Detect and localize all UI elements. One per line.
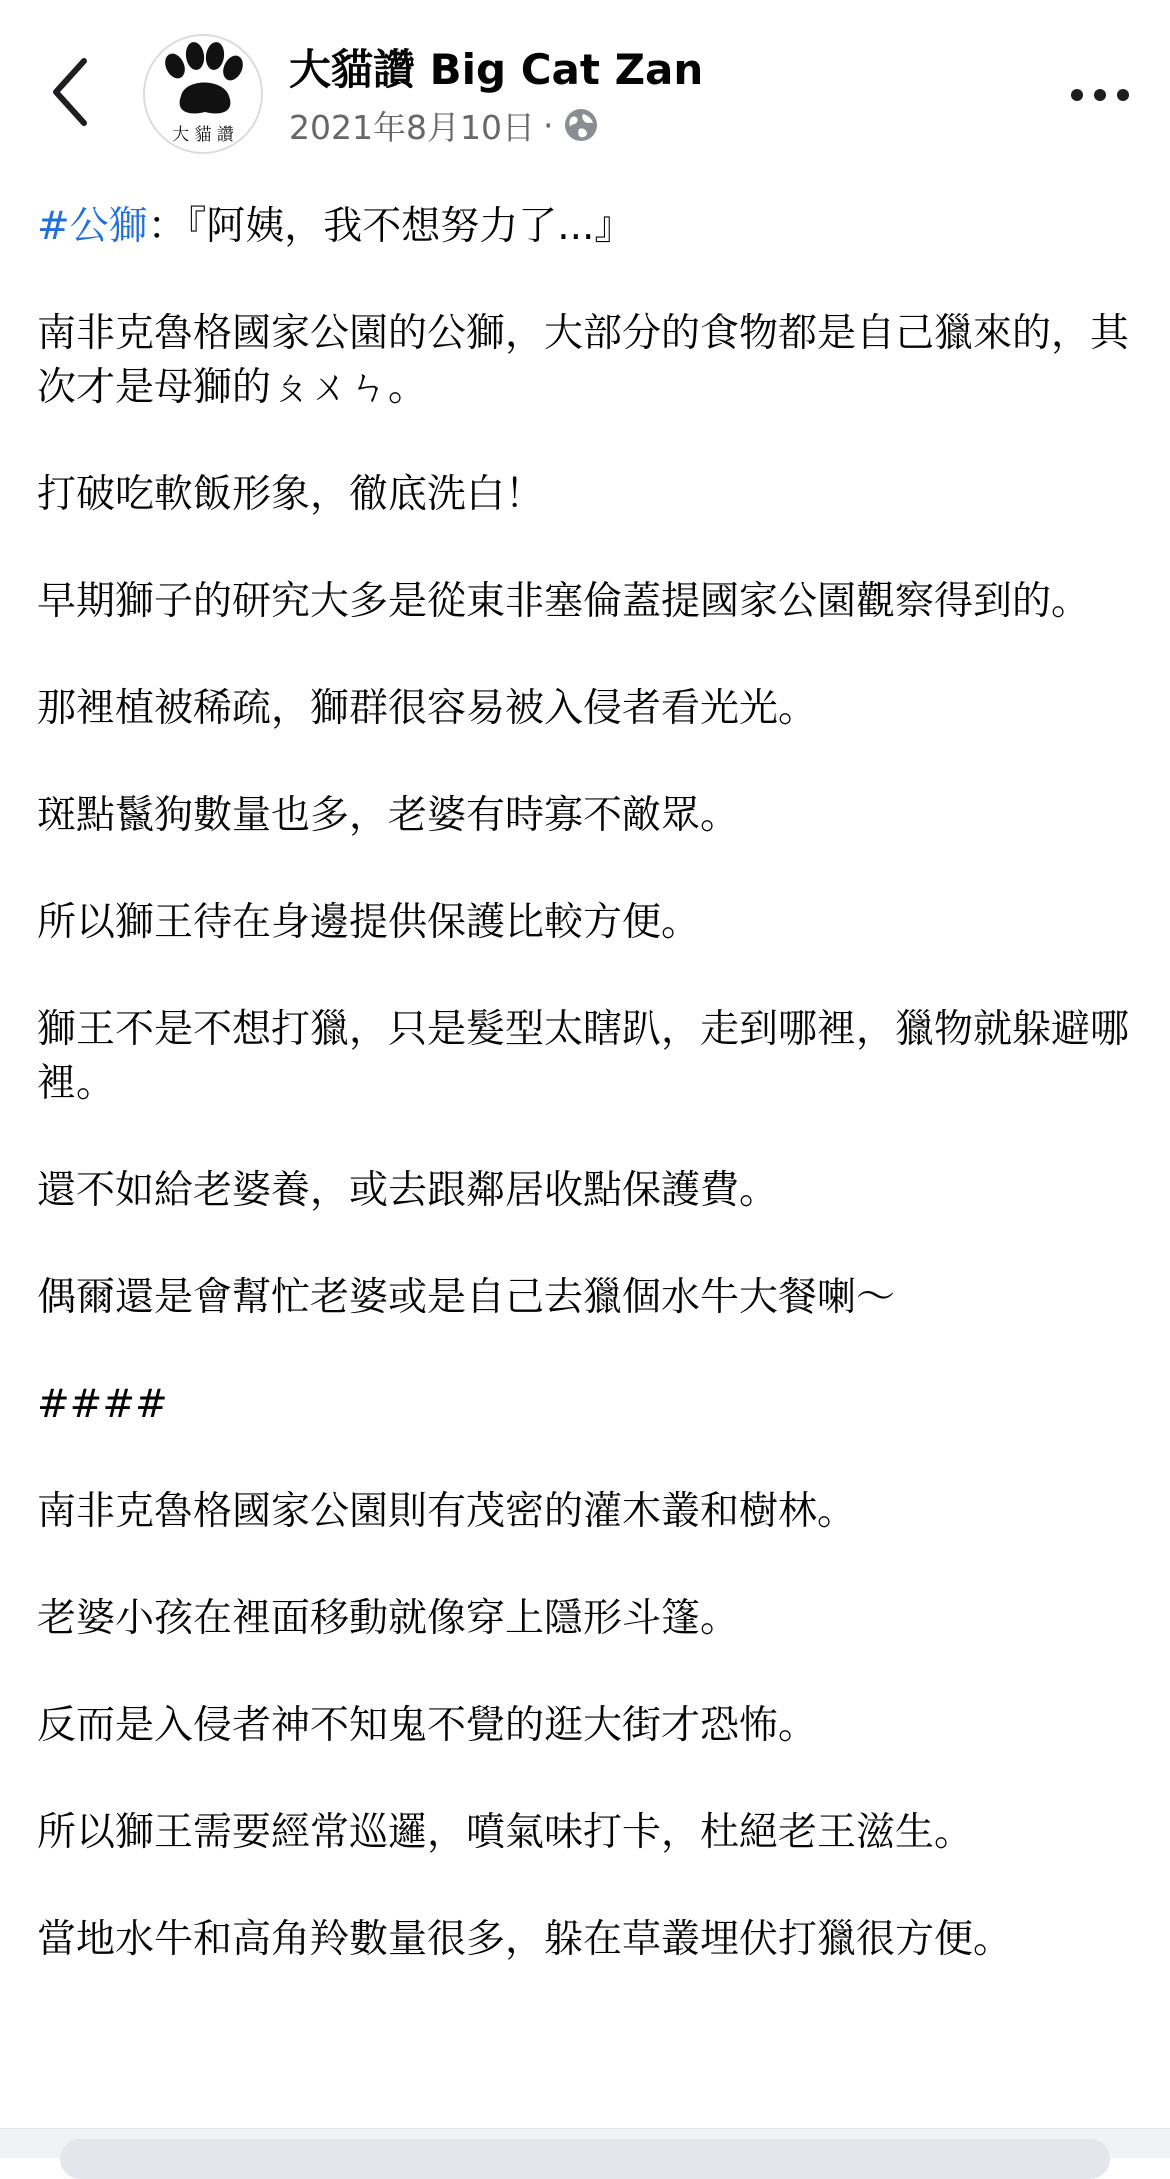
- post-paragraph: 當地水牛和高角羚數量很多，躲在草叢埋伏打獵很方便。: [37, 1917, 1013, 1962]
- post-paragraph: 獅王不是不想打獵，只是髮型太瞎趴，走到哪裡，獵物就躲避哪裡。: [37, 1007, 1130, 1106]
- post-paragraph: 打破吃軟飯形象，徹底洗白！: [37, 472, 545, 517]
- more-options-button[interactable]: [1060, 70, 1140, 120]
- post-paragraph: 早期獅子的研究大多是從東非塞倫蓋提國家公園觀察得到的。: [37, 579, 1091, 624]
- back-button[interactable]: [40, 52, 100, 132]
- post-paragraph: 還不如給老婆養，或去跟鄰居收點保護費。: [37, 1168, 779, 1213]
- post-paragraph: 所以獅王需要經常巡邏，噴氣味打卡，杜絕老王滋生。: [37, 1810, 974, 1855]
- post-paragraph: 所以獅王待在身邊提供保護比較方便。: [37, 900, 701, 945]
- avatar-text: 大 貓 讚: [172, 125, 234, 145]
- post-date[interactable]: 2021年8月10日: [289, 107, 535, 147]
- meta-separator: ·: [542, 105, 554, 145]
- post-paragraph: 反而是入侵者神不知鬼不覺的逛大街才恐怖。: [37, 1703, 818, 1748]
- globe-icon: [563, 107, 599, 143]
- post-meta: [289, 103, 599, 147]
- bottom-comment-bar: [0, 2128, 1170, 2158]
- post-paragraph: ####: [37, 1382, 168, 1427]
- hashtag-link[interactable]: #公獅: [37, 204, 148, 249]
- comment-input[interactable]: [60, 2139, 1110, 2179]
- post-paragraph: 南非克魯格國家公園則有茂密的灌木叢和樹林。: [37, 1489, 857, 1534]
- more-horizontal-icon: [1070, 88, 1130, 102]
- chevron-left-icon: [50, 57, 90, 127]
- page-name[interactable]: 大貓讚 Big Cat Zan: [289, 45, 704, 94]
- post-paragraph: 偶爾還是會幫忙老婆或是自己去獵個水牛大餐喇～: [37, 1275, 896, 1320]
- post-title-line: [37, 200, 1137, 254]
- post-paragraph: 南非克魯格國家公園的公獅，大部分的食物都是自己獵來的，其次才是母獅的ㄆㄨㄣ。: [37, 311, 1130, 410]
- post-body: [37, 200, 1137, 2020]
- paw-logo-icon: [145, 36, 261, 152]
- avatar[interactable]: [143, 34, 263, 154]
- post-paragraph: 斑點鬣狗數量也多，老婆有時寡不敵眾。: [37, 793, 740, 838]
- post-paragraph: 那裡植被稀疏，獅群很容易被入侵者看光光。: [37, 686, 818, 731]
- post-paragraph: 老婆小孩在裡面移動就像穿上隱形斗篷。: [37, 1596, 740, 1641]
- post-title-text: ：『阿姨，我不想努力了...』: [147, 204, 634, 249]
- post-header: [0, 0, 1170, 175]
